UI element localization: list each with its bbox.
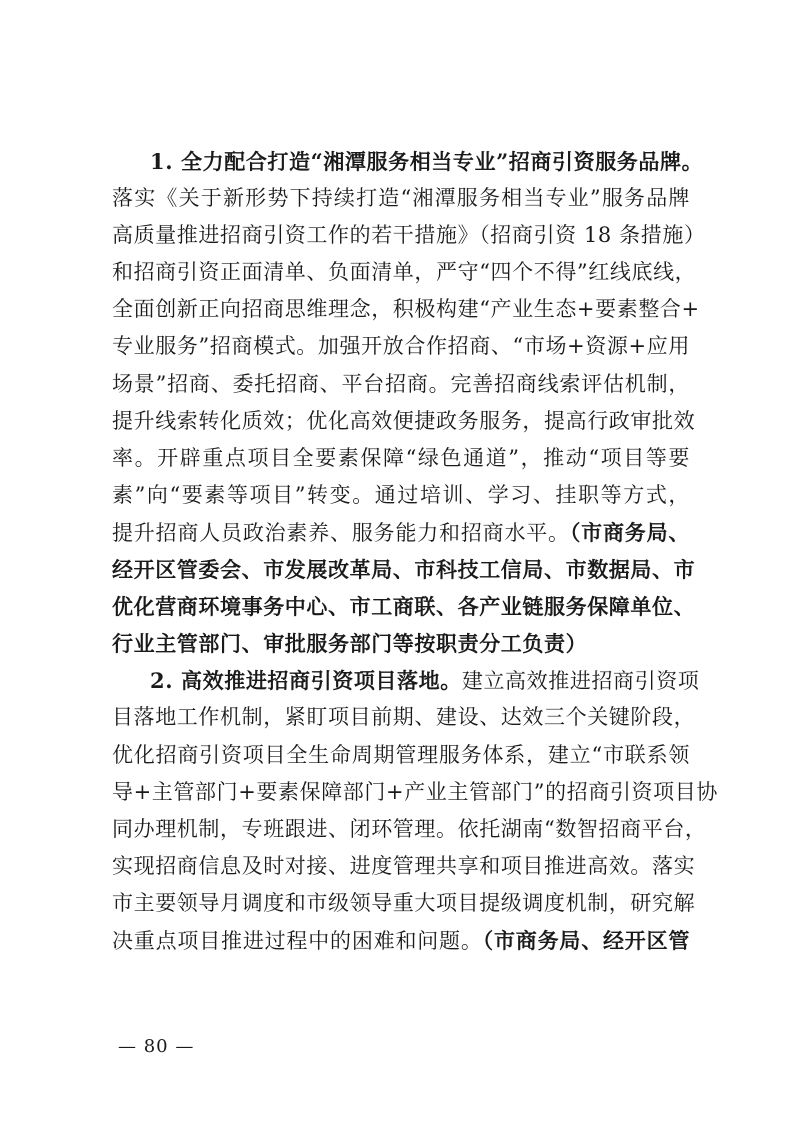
bold-text-segment: 优化营商环境事务中心、市工商联、各产业链服务保障单位、	[112, 594, 696, 620]
responsible-units-line	[112, 588, 696, 625]
text-line	[112, 217, 706, 254]
text-segment: 同办理机制，专班跟进、闭环管理。依托湖南“数智招商平台，	[112, 816, 707, 841]
text-line	[112, 180, 690, 217]
bold-text-segment: 2. 高效推进招商引资项目落地。	[150, 668, 462, 694]
text-segment: 率。开辟重点项目全要素保障“绿色通道”，推动“项目等要	[112, 445, 690, 470]
text-segment: 素”向“要素等项目”转变。通过培训、学习、挂职等方式，	[112, 482, 690, 507]
text-segment: 提升线索转化质效；优化高效便捷政务服务，提高行政审批效	[112, 408, 696, 433]
text-line	[112, 328, 690, 365]
text-segment: 专业服务”招商模式。加强开放合作招商、“市场+资源+应用	[112, 334, 690, 359]
text-line	[112, 403, 696, 440]
text-segment: 高质量推进招商引资工作的若干措施》（招商引资 18 条措施）	[112, 223, 706, 248]
bold-text-segment: 1. 全力配合打造“湘潭服务相当专业”招商引资服务品牌。	[150, 149, 704, 174]
text-segment: 落实《关于新形势下持续打造“湘潭服务相当专业”服务品牌	[112, 186, 690, 211]
bold-text-segment: 经开区管委会、市发展改革局、市科技工信局、市数据局、市	[112, 557, 696, 583]
text-line	[112, 737, 690, 774]
text-line	[112, 291, 700, 328]
text-segment: 和招商引资正面清单、负面清单，严守“四个不得”红线底线，	[112, 260, 697, 285]
text-segment: 目落地工作机制，紧盯项目前期、建设、达效三个关键阶段，	[112, 705, 696, 730]
text-segment: 市主要领导月调度和市级领导重大项目提级调度机制，研究解	[112, 890, 696, 915]
text-line	[112, 254, 697, 291]
text-segment: 全面创新正向招商思维理念，积极构建“产业生态+要素整合+	[112, 297, 700, 322]
responsible-units-line	[112, 551, 696, 588]
text-segment: 导+主管部门+要素保障部门+产业主管部门”的招商引资项目协	[112, 779, 718, 804]
text-line	[112, 366, 690, 403]
text-line	[112, 922, 690, 959]
bold-text-segment: （市商务局、	[569, 519, 690, 545]
text-segment: 优化招商引资项目全生命周期管理服务体系，建立“市联系领	[112, 742, 690, 767]
text-line	[112, 811, 707, 848]
text-line	[112, 514, 690, 551]
text-line	[112, 699, 696, 736]
bold-text-segment: 行业主管部门、审批服务部门等按职责分工负责）	[112, 631, 588, 657]
text-segment: 建立高效推进招商引资项	[461, 669, 700, 694]
text-segment: 提升招商人员政治素养、服务能力和招商水平。	[112, 520, 570, 545]
body-text	[112, 143, 718, 959]
bold-text-segment: （市商务局、经开区管	[482, 927, 691, 953]
heading-item-2	[112, 662, 700, 699]
text-line	[112, 440, 690, 477]
responsible-units-line	[112, 625, 690, 662]
text-line	[112, 848, 696, 885]
page-number: — 80 —	[118, 1036, 195, 1057]
heading-item-1	[112, 143, 704, 180]
text-line	[112, 885, 696, 922]
text-line	[112, 774, 718, 811]
text-segment: 实现招商信息及时对接、进度管理共享和项目推进高效。落实	[112, 853, 696, 878]
text-segment: 决重点项目推进过程中的困难和问题。	[112, 928, 483, 953]
text-segment: 场景”招商、委托招商、平台招商。完善招商线索评估机制，	[112, 371, 690, 396]
text-line	[112, 477, 690, 514]
